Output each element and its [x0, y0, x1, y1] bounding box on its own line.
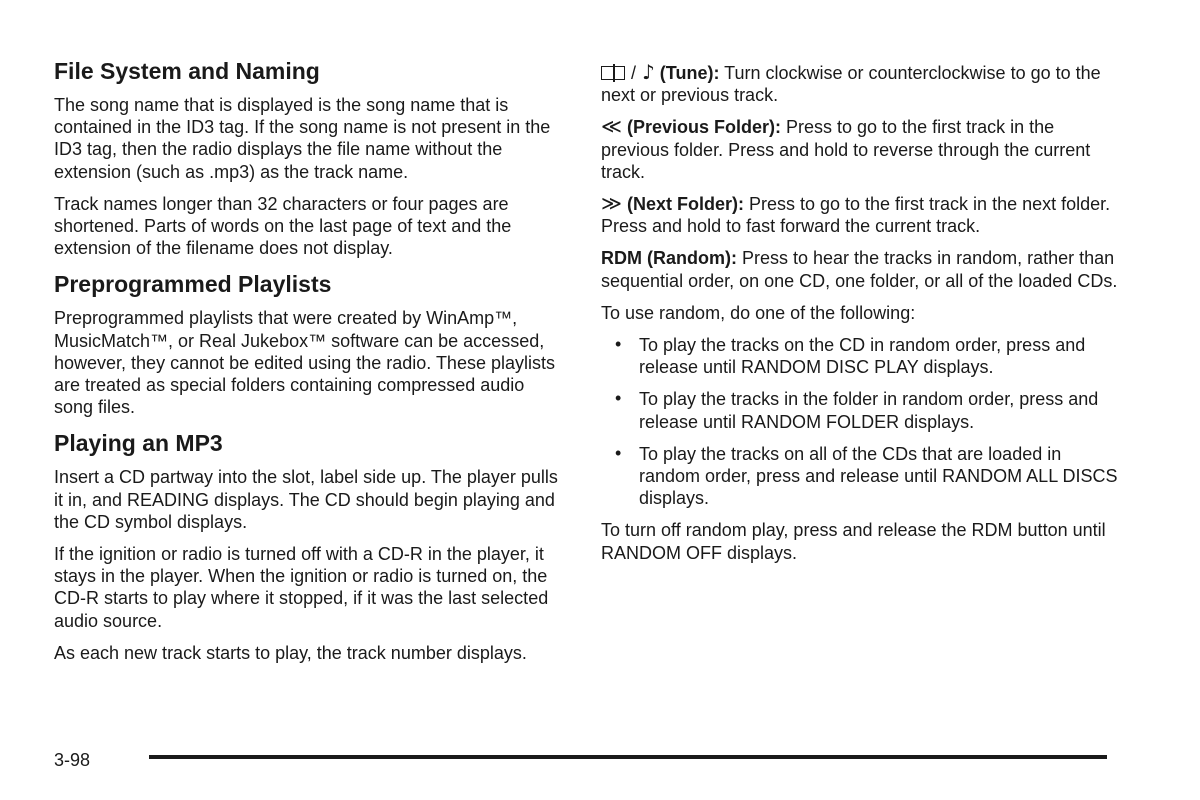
- left-column: [54, 56, 559, 674]
- bullet-icon: •: [615, 388, 622, 409]
- tune-description: [601, 62, 1121, 106]
- footer-rule: [149, 755, 1107, 759]
- paragraph-playing-2: If the ignition or radio is turned off with a CD-R in the player, it stays in the player. When the ignition or radio is turned on, the CD-R starts to play where it stopped, if it was the last selected audio source.: [54, 544, 549, 631]
- rdm-description: [601, 247, 1121, 291]
- paragraph-file-system-2: Track names longer than 32 characters or four pages are shortened. Parts of words on the last page of text and the extension of the filename does not display.: [54, 193, 512, 259]
- section-file-system: [54, 56, 559, 259]
- tune-knob-icon: [601, 66, 625, 80]
- previous-folder-icon: ≪: [601, 114, 622, 139]
- music-note-icon: ♪: [642, 60, 655, 84]
- right-column: [601, 56, 1121, 574]
- section-playing-mp3: [54, 428, 559, 664]
- list-item: [601, 334, 1121, 378]
- next-folder-term: (Next Folder):: [626, 194, 744, 215]
- paragraph-playing-3: As each new track starts to play, the track number displays.: [54, 642, 527, 663]
- paragraph-file-system-1: The song name that is displayed is the song name that is contained in the ID3 tag. If the song name is not present in the ID3 tag, then the radio displays the file name without the extension (such as .mp3) as the track name.: [54, 95, 551, 182]
- next-folder-icon: ≫: [601, 191, 622, 216]
- page-number: 3-98: [54, 750, 91, 770]
- list-item: [601, 388, 1121, 432]
- previous-folder-term: (Previous Folder):: [626, 117, 781, 138]
- list-item-text: To play the tracks on all of the CDs that are loaded in random order, press and release until RANDOM ALL DISCS displays.: [639, 443, 1118, 509]
- tune-term: (Tune):: [659, 63, 720, 83]
- heading-playing-mp3: Playing an MP3: [54, 430, 223, 457]
- random-off-paragraph: To turn off random play, press and release the RDM button until RANDOM OFF displays.: [601, 520, 1106, 563]
- random-intro: To use random, do one of the following:: [601, 302, 916, 323]
- previous-folder-text: Press to go to the first track in the previous folder. Press and hold to reverse through the current track.: [601, 117, 1091, 182]
- random-options-list: [601, 334, 1121, 509]
- rdm-text: Press to hear the tracks in random, rather than sequential order, on one CD, one folder, or all of the loaded CDs.: [601, 248, 1118, 291]
- heading-file-system: File System and Naming: [54, 58, 320, 84]
- previous-folder-description: [601, 116, 1121, 183]
- list-item: [601, 443, 1121, 510]
- next-folder-description: [601, 193, 1121, 237]
- rdm-term: RDM (Random):: [601, 248, 737, 269]
- next-folder-text: Press to go to the first track in the next folder. Press and hold to fast forward the current track.: [601, 194, 1111, 237]
- tune-text: Turn clockwise or counterclockwise to go to the next or previous track.: [601, 63, 1101, 106]
- icon-separator: /: [631, 63, 637, 83]
- bullet-icon: •: [615, 442, 622, 463]
- list-item-text: To play the tracks in the folder in random order, press and release until RANDOM FOLDER displays.: [639, 389, 1099, 432]
- paragraph-playing-1: Insert a CD partway into the slot, label side up. The player pulls it in, and READING displays. The CD should begin playing and the CD symbol displays.: [54, 467, 558, 532]
- list-item-text: To play the tracks on the CD in random order, press and release until RANDOM DISC PLAY displays.: [639, 335, 1086, 378]
- section-playlists: [54, 269, 559, 418]
- paragraph-playlists-1: Preprogrammed playlists that were created by WinAmp™, MusicMatch™, or Real Jukebox™ software can be accessed, however, they cannot be edited using the radio. These playlists are treated as special folders containing compressed audio song files.: [54, 308, 555, 418]
- heading-playlists: Preprogrammed Playlists: [54, 271, 332, 298]
- bullet-icon: •: [615, 334, 622, 355]
